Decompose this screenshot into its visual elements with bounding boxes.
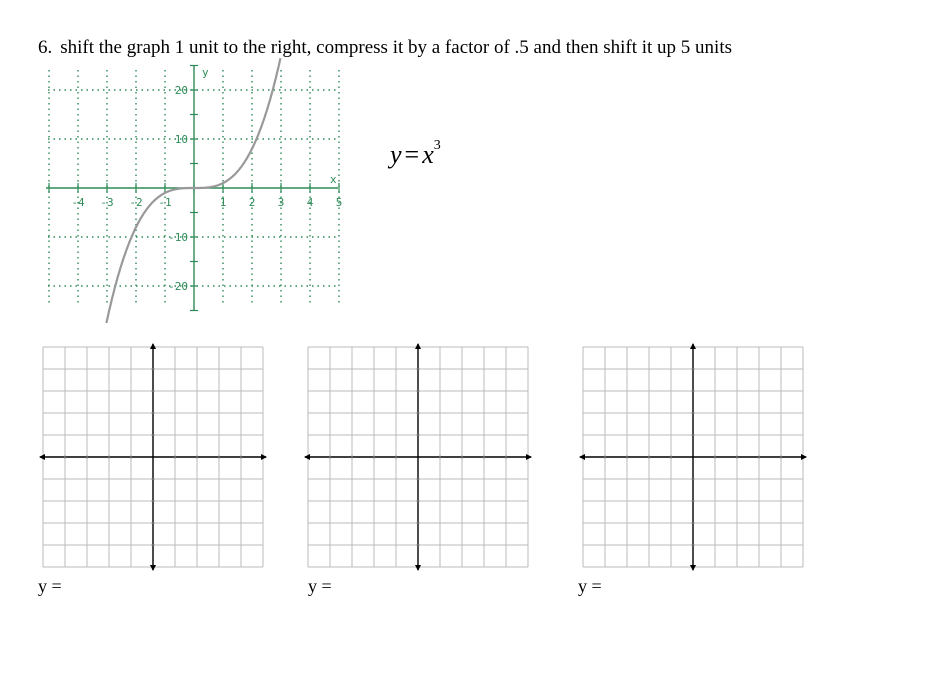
answer-axes [39,343,267,571]
arrow-right-icon [526,454,532,460]
arrow-up-icon [150,343,156,349]
arrow-down-icon [415,565,421,571]
answer-graph-1[interactable] [38,342,270,574]
answer-label-2: y = [308,576,332,596]
arrow-right-icon [261,454,267,460]
x-tick-label: -3 [100,196,114,209]
x-tick-label: 4 [306,196,314,209]
arrow-left-icon [39,454,45,460]
x-tick-label: -4 [71,196,85,209]
x-tick-label: 5 [335,196,343,209]
x-tick-label: -2 [129,196,143,209]
equation [390,138,441,170]
answer-axes [579,343,807,571]
answer-label-1: y = [38,576,62,596]
answer-graph-3[interactable] [578,342,810,574]
equation-exponent: 3 [433,138,441,153]
arrow-down-icon [150,565,156,571]
answer-label-3: y = [578,576,602,596]
equals-sign: = [404,140,420,169]
problem-text: shift the graph 1 unit to the right, compress it by a factor of .5 and then shift it up 5 units [60,37,732,58]
arrow-down-icon [690,565,696,571]
y-tick-label: -20 [168,280,188,293]
y-tick-label: -10 [168,231,188,244]
arrow-up-icon [690,343,696,349]
y-axis-label: y [202,66,209,79]
arrow-right-icon [801,454,807,460]
reference-graph [38,58,348,323]
x-tick-label: 2 [248,196,256,209]
arrow-left-icon [304,454,310,460]
problem-statement [38,37,732,59]
x-tick-label: -1 [158,196,172,209]
equation-lhs: y [390,140,402,169]
x-tick-label: 3 [277,196,285,209]
arrow-up-icon [415,343,421,349]
x-axis-label: x [330,173,337,186]
x-tick-label: 1 [219,196,227,209]
answer-graph-2[interactable] [303,342,535,574]
equation-base: x [422,140,434,169]
reference-tick-labels [71,66,342,293]
arrow-left-icon [579,454,585,460]
problem-number: 6. [38,37,53,58]
y-tick-label: 20 [174,84,188,97]
y-tick-label: 10 [174,133,188,146]
answer-axes [304,343,532,571]
